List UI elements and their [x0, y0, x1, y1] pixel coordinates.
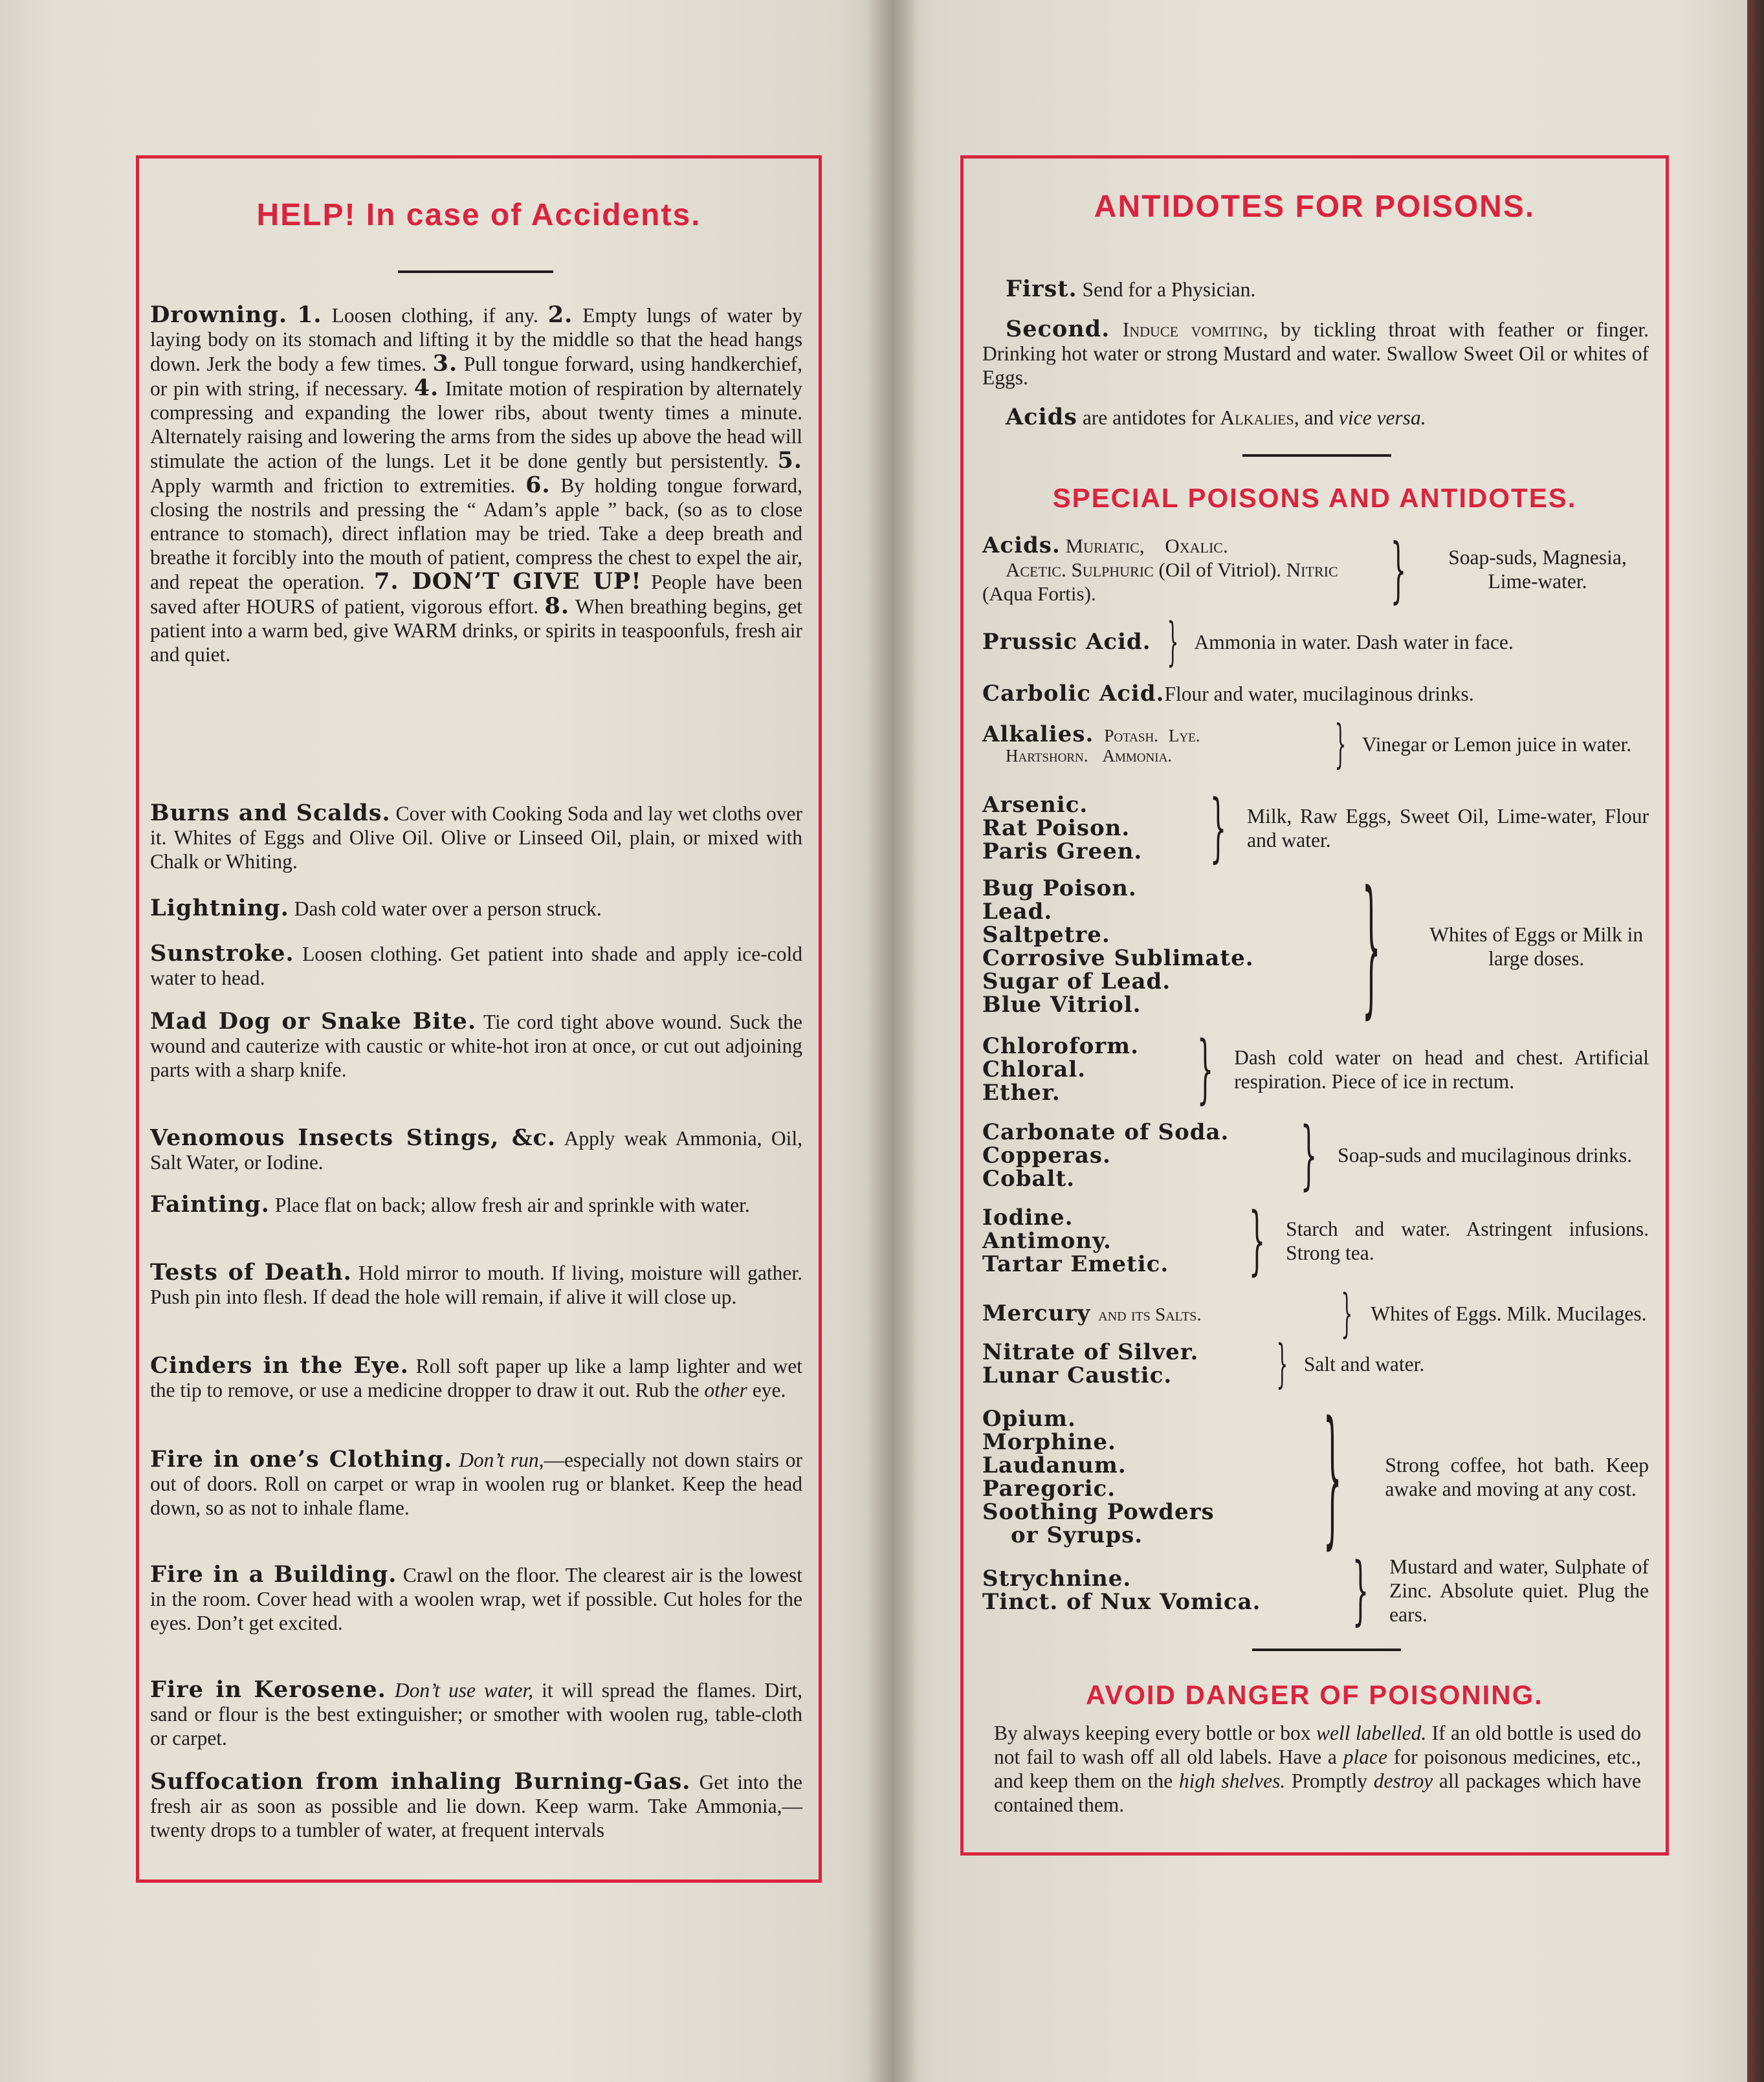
section-text: Tie cord tight above wound. Suck the wound and cauterize with caustic or white-hot iron at once, or cut out adjoining parts with a sharp knife.: [150, 1011, 802, 1081]
section-head: Fire in a Building.: [150, 1561, 397, 1588]
accidents-title: HELP! In case of Accidents.: [256, 198, 701, 232]
step-text: People have been saved after: [150, 571, 802, 618]
poison-names: [982, 1035, 1176, 1104]
section-text: Dash cold water over a person struck.: [289, 897, 602, 920]
section-text: Crawl on the floor. The clearest air is the lowest in the room. Cover head with a woolen wrap, wet if possible. Cut holes for the eyes. Don’t get excited.: [150, 1564, 803, 1634]
poison-group: [982, 859, 1649, 1033]
antidote-text: Starch and water. Astringent infusions. Strong tea.: [1286, 1217, 1649, 1264]
step-text: drinks, or spirits in teaspoonfuls, fresh air and quiet.: [150, 619, 802, 666]
antidote-text: Soap-suds and mucilaginous drinks.: [1338, 1144, 1633, 1167]
poison-name: Strychnine.: [982, 1566, 1132, 1592]
poison-name: Cobalt.: [982, 1165, 1075, 1192]
carbolic-row: [982, 681, 1649, 707]
poison-name: Rat Poison.: [982, 815, 1130, 841]
section-head: Lightning.: [150, 895, 289, 921]
step-text: Alkalies,: [1220, 406, 1299, 429]
step-number: 5.: [777, 447, 802, 474]
poison-name: Nitrate of Silver.: [982, 1339, 1199, 1365]
step-number: 8.: [544, 593, 570, 619]
second-step: [982, 317, 1649, 389]
acids-row: [982, 528, 1649, 611]
brace-icon: }: [1300, 1112, 1317, 1198]
poison-name: Paregoric.: [982, 1475, 1116, 1502]
section-head: Suffocation from inhaling Burning-Gas.: [150, 1768, 691, 1795]
step-number: 7. DON’T GIVE UP!: [374, 568, 642, 595]
avoid-part: for poisonous medicines, etc., and keep them on the: [994, 1746, 1641, 1792]
poison-name: Tartar Emetic.: [982, 1251, 1169, 1277]
section-head: Fainting.: [150, 1191, 270, 1218]
death-tests-section: [150, 1260, 802, 1309]
poison-detail: and its Salts.: [1098, 1304, 1202, 1325]
burns-section: [150, 801, 802, 873]
section-head: Drowning.: [150, 301, 288, 328]
poison-name: Acids.: [982, 532, 1061, 558]
poison-name: Opium.: [982, 1405, 1076, 1432]
alkalies-row: [982, 714, 1649, 774]
mercury-detail: [982, 1302, 1325, 1326]
special-title: SPECIAL POISONS AND ANTIDOTES.: [1052, 483, 1577, 513]
antidote-text: Salt and water.: [1303, 1352, 1425, 1375]
poison-name: Tinct. of Nux Vomica.: [982, 1589, 1261, 1615]
poison-group: [982, 784, 1649, 871]
poison-group: [982, 1390, 1649, 1563]
poison-name: Copperas.: [982, 1142, 1111, 1168]
avoid-title: AVOID DANGER OF POISONING.: [1086, 1680, 1543, 1710]
sunstroke-section: [150, 941, 802, 990]
antidote-text: Strong coffee, hot bath. Keep awake and moving at any cost.: [1385, 1453, 1649, 1500]
poison-name: Corrosive Sublimate.: [982, 945, 1254, 971]
poison-name: Chloral.: [982, 1056, 1086, 1082]
section-text: Loosen clothing. Get patient into shade and apply ice-cold water to head.: [150, 943, 802, 989]
cinders-section: [150, 1353, 802, 1402]
section-text: —especially not down stairs or out of doors. Roll on carpet or wrap in woolen rug or blanket. Keep the head down, so as not to inhale flame.: [150, 1449, 803, 1519]
poison-name: Alkalies.: [982, 721, 1094, 747]
avoid-part: well labelled.: [1316, 1722, 1427, 1744]
poison-name: or Syrups.: [1011, 1522, 1143, 1548]
poison-detail: Lye.: [1168, 725, 1200, 745]
step-text: Induce vomiting,: [1110, 318, 1268, 341]
acids-detail: [982, 534, 1371, 606]
poison-group: [982, 1546, 1649, 1634]
poison-names: [982, 793, 1189, 863]
step-number: 2.: [547, 301, 573, 328]
section-text: Don’t run,: [459, 1449, 544, 1471]
avoid-part: Promptly: [1285, 1770, 1374, 1792]
step-number: 3.: [432, 350, 458, 377]
alkalies-detail: [982, 723, 1319, 766]
step-text: When breathing begins, get patient into a warm bed, give: [150, 595, 803, 642]
antidotes-rule-1: [1242, 454, 1391, 457]
antidote-text: Whites of Eggs. Milk. Mucilages.: [1371, 1302, 1647, 1325]
step-text: Pull tongue forward, using handkerchief, or pin with string, if necessary.: [150, 353, 803, 400]
poison-name: Arsenic.: [982, 791, 1088, 818]
section-text: Cover with Cooking Soda and lay wet cloths over it. Whites of Eggs and Olive Oil. Olive or Linseed Oil, plain, or mixed with Chalk or Whiting.: [150, 802, 803, 873]
step-text: by tickling throat with feather or finger. Drinking hot water or strong Mustard and water. Swallow Sweet Oil or whites of Eggs.: [982, 318, 1649, 389]
brace-icon: }: [1209, 784, 1227, 871]
poison-name: Carbonate of Soda.: [982, 1119, 1229, 1145]
brace-icon: }: [1334, 714, 1347, 774]
step-text: Imitate motion of respiration by alternately compressing and expanding the lower ribs, about twenty times a minute. Alternately raising and lowering the arms from the sides up above the head will stimulate the action of the lungs. Let it be done gently but persistently.: [150, 377, 802, 472]
avoid-part: high shelves.: [1178, 1770, 1286, 1792]
brace-icon: }: [1341, 1283, 1353, 1343]
step-head: Second.: [1006, 316, 1110, 342]
poison-name: Lead.: [982, 898, 1053, 925]
poison-detail: Sulphuric: [1071, 558, 1154, 581]
clothing-fire-section: [150, 1447, 802, 1520]
step-head: Acids: [1006, 404, 1077, 430]
section-head: Cinders in the Eye.: [150, 1352, 409, 1379]
antidote-text: Dash cold water on head and chest. Artificial respiration. Piece of ice in rectum.: [1234, 1046, 1649, 1093]
antidotes-title: ANTIDOTES FOR POISONS.: [1094, 190, 1536, 224]
antidote-text: Mustard and water, Sulphate of Zinc. Absolute quiet. Plug the ears.: [1389, 1555, 1649, 1626]
poison-names: [982, 1121, 1280, 1190]
brace-icon: }: [1362, 859, 1381, 1033]
poison-group: [982, 1025, 1649, 1112]
step-text: vice versa.: [1338, 406, 1426, 429]
poison-group: [982, 1112, 1649, 1198]
mercury-row: [982, 1283, 1649, 1343]
section-head: Fire in Kerosene.: [150, 1676, 386, 1703]
poison-detail: Ammonia.: [1102, 745, 1173, 765]
poison-names: [982, 1567, 1332, 1614]
brace-icon: }: [1276, 1333, 1288, 1394]
step-number: 6.: [525, 472, 551, 498]
step-text: Apply warmth and friction to extremities.: [150, 474, 526, 497]
step-text: Empty lungs of water by laying body on its stomach and lifting it by the middle so that the head hangs down. Jerk the body a few times.: [150, 304, 802, 375]
step-text: HOURS: [246, 595, 316, 618]
accidents-title-rule: [398, 270, 553, 273]
poison-group: [982, 1333, 1649, 1394]
section-head: Sunstroke.: [150, 940, 294, 967]
avoid-part: destroy: [1373, 1770, 1433, 1792]
poison-names: [982, 1341, 1261, 1387]
step-text: are antidotes for: [1077, 406, 1220, 429]
poison-detail: Nitric: [1286, 558, 1338, 581]
section-head: Tests of Death.: [150, 1259, 352, 1286]
section-text: Apply weak Ammonia, Oil, Salt Water, or Iodine.: [150, 1127, 802, 1174]
antidote-text: Flour and water, mucilaginous drinks.: [1164, 682, 1474, 705]
poison-names: [982, 1407, 1280, 1547]
poison-detail: Hartshorn.: [1006, 745, 1088, 765]
first-step: [1006, 277, 1646, 301]
step-text: and: [1299, 406, 1339, 429]
brace-icon: }: [1390, 528, 1407, 611]
antidote-text: Soap-suds, Magnesia, Lime-water.: [1448, 546, 1627, 593]
antidote-text: Whites of Eggs or Milk in large doses.: [1429, 923, 1644, 970]
poison-name: Blue Vitriol.: [982, 991, 1141, 1018]
drowning-section: [150, 303, 802, 666]
step-text: WARM: [393, 619, 458, 642]
building-fire-section: [150, 1562, 802, 1635]
step-text: By holding tongue forward, closing the nostrils and pressing the “ Adam’s apple ” back, (so as to close entrance to stomach), direct inflation may be tried. Take a deep breath and breathe it forcibly into the mouth of patient, compress the chest to expel the air, and repeat the operation.: [150, 474, 802, 593]
brace-icon: }: [1352, 1546, 1369, 1634]
prussic-row: [982, 611, 1649, 672]
poison-name: Morphine.: [982, 1429, 1116, 1455]
section-head: Mad Dog or Snake Bite.: [150, 1008, 477, 1035]
poison-names: [982, 877, 1319, 1016]
section-head: Fire in one’s Clothing.: [150, 1446, 453, 1473]
poison-detail: Oxalic.: [1165, 534, 1228, 557]
insects-section: [150, 1126, 802, 1174]
poison-name: Iodine.: [982, 1204, 1074, 1231]
poison-name: Laudanum.: [982, 1452, 1127, 1478]
antidote-text: Milk, Raw Eggs, Sweet Oil, Lime-water, Flour and water.: [1247, 804, 1649, 851]
brace-icon: }: [1323, 1390, 1342, 1563]
step-text: of patient, vigorous effort.: [315, 595, 545, 618]
poison-names: [982, 1206, 1228, 1276]
poison-detail: Muriatic,: [1065, 534, 1145, 557]
poison-detail: (Aqua Fortis).: [982, 582, 1096, 605]
poison-name: Soothing Powders: [982, 1498, 1215, 1525]
step-text: Loosen clothing, if any.: [322, 304, 548, 327]
step-head: First.: [1006, 276, 1077, 302]
brace-icon: }: [1248, 1197, 1266, 1284]
poison-name: Carbolic Acid.: [982, 681, 1165, 707]
poison-detail: Acetic.: [1006, 558, 1066, 581]
section-text: other: [704, 1379, 747, 1401]
antidote-text: Ammonia in water. Dash water in face.: [1194, 630, 1514, 653]
poison-name: Prussic Acid.: [982, 629, 1151, 655]
step-number: 1.: [297, 301, 322, 328]
step-text: Send for a Physician.: [1077, 278, 1256, 301]
poison-name: Paris Green.: [982, 838, 1143, 864]
avoid-part: place: [1343, 1746, 1387, 1768]
section-text: it will spread the flames. Dirt, sand or flour is the best extinguisher; or smother with woolen rug, table-cloth or carpet.: [150, 1679, 803, 1749]
section-text: [386, 1679, 395, 1702]
poison-name: Sugar of Lead.: [982, 968, 1171, 994]
poison-detail: (Oil of Vitriol).: [1158, 558, 1282, 581]
section-head: Burns and Scalds.: [150, 800, 391, 826]
section-text: [452, 1449, 459, 1471]
mad-dog-section: [150, 1009, 802, 1082]
poison-name: Chloroform.: [982, 1033, 1139, 1059]
antidotes-rule-2: [1252, 1649, 1401, 1651]
avoid-part: If an old bottle is used do not fail to wash off all old labels. Have a: [994, 1722, 1642, 1768]
brace-icon: }: [1167, 611, 1178, 672]
fainting-section: [150, 1192, 802, 1217]
acids-note: [1006, 405, 1646, 430]
avoid-text: [994, 1721, 1641, 1817]
avoid-part: all packages which have contained them.: [994, 1770, 1641, 1816]
poison-name: Lunar Caustic.: [982, 1363, 1173, 1388]
section-text: Place flat on back; allow fresh air and sprinkle with water.: [269, 1194, 750, 1216]
poison-name: Saltpetre.: [982, 921, 1110, 948]
poison-name: Ether.: [982, 1079, 1061, 1106]
poison-group: [982, 1197, 1649, 1284]
avoid-part: By always keeping every bottle or box: [994, 1722, 1316, 1744]
brace-icon: }: [1196, 1025, 1214, 1112]
section-text: Hold mirror to mouth. If living, moisture will gather. Push pin into flesh. If dead the hole will remain, if alive it will close up.: [150, 1262, 802, 1308]
poison-name: Antimony.: [982, 1227, 1112, 1254]
poison-detail: Potash.: [1104, 725, 1158, 745]
book-edge: [1747, 0, 1764, 2082]
lightning-section: [150, 896, 802, 921]
poison-name: Bug Poison.: [982, 875, 1137, 901]
antidote-text: Vinegar or Lemon juice in water.: [1362, 732, 1632, 756]
section-text: eye.: [747, 1379, 786, 1401]
book-gutter: [867, 0, 919, 2082]
step-number: 4.: [413, 375, 439, 401]
section-text: Roll soft paper up like a lamp lighter and wet the tip to remove, or use a medicine dropper to draw it out. Rub the: [150, 1355, 802, 1401]
kerosene-fire-section: [150, 1678, 802, 1750]
suffocation-section: [150, 1770, 802, 1842]
section-head: Venomous Insects Stings, &c.: [150, 1124, 557, 1151]
section-text: Don’t use water,: [394, 1679, 534, 1702]
poison-name: Mercury: [982, 1300, 1091, 1326]
section-text: Get into the fresh air as soon as possible and lie down. Keep warm. Take Ammonia,—twenty drops to a tumbler of water, at frequent intervals: [150, 1771, 802, 1841]
